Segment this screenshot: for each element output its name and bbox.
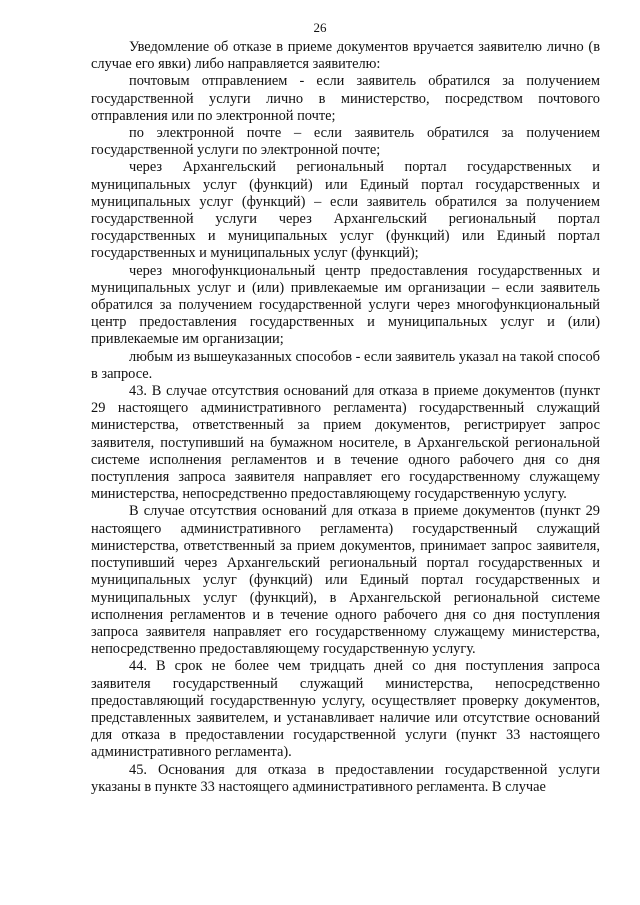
paragraph-item-44: 44. В срок не более чем тридцать дней со дня поступления запроса заявителя государственный служащий министерства, непосредственно предоставляющий государственную услугу, осуществляет проверку документов, представленных заявителем, и устанавливает наличие или отсутствие оснований для отказа в предоставлении государственной услуги (пункт 33 настоящего административного регламента).: [91, 658, 600, 761]
paragraph-mfc-delivery: через многофункциональный центр предоставления государственных и муниципальных услуг и (или) привлекаемые им организации – если заявитель обратился за получением государственной услуги через многофункциональный центр предоставления государственных и муниципальных услуг и (или) привлекаемые им организации;: [91, 262, 600, 348]
paragraph-item-43: 43. В случае отсутствия оснований для отказа в приеме документов (пункт 29 настоящего административного регламента) государственный служащий министерства, ответственный за прием документов, регистрирует запрос заявителя, поступивший на бумажном носителе, в Архангельской региональной системе исполнения регламентов и в течение одного рабочего дня со дня поступления запроса заявителя направляет его государственному служащему министерства, непосредственно предоставляющему государственную услугу.: [91, 383, 600, 503]
paragraph-email-delivery: по электронной почте – если заявитель обратился за получением государственной услуги по электронной почте;: [91, 125, 600, 159]
paragraph-refusal-notice: Уведомление об отказе в приеме документов вручается заявителю лично (в случае его явки) либо направляется заявителю:: [91, 39, 600, 73]
paragraph-item-45: 45. Основания для отказа в предоставлении государственной услуги указаны в пункте 33 настоящего административного регламента. В случае: [91, 761, 600, 795]
page-number: 26: [313, 20, 327, 35]
paragraph-portal-delivery: через Архангельский региональный портал государственных и муниципальных услуг (функций) или Единый портал государственных и муниципальных услуг (функций) – если заявитель обратился за получением государственной услуги через Архангельский региональный портал государственных и муниципальных услуг (функций) или Единый портал государственных и муниципальных услуг (функций);: [91, 159, 600, 262]
paragraph-postal-delivery: почтовым отправлением - если заявитель обратился за получением государственной услуги лично в министерство, посредством почтового отправления или по электронной почте;: [91, 73, 600, 124]
paragraph-any-method: любым из вышеуказанных способов - если заявитель указал на такой способ в запросе.: [91, 348, 600, 382]
document-body: [91, 39, 600, 796]
paragraph-item-43-portal: В случае отсутствия оснований для отказа в приеме документов (пункт 29 настоящего административного регламента) государственный служащий министерства, ответственный за прием документов, принимает запрос заявителя, поступивший через Архангельский региональный портал государственных и муниципальных услуг (функций) или Единый портал государственных и муниципальных услуг (функций), в Архангельской региональной системе исполнения регламентов и в течение одного рабочего дня со дня поступления запроса заявителя направляет его государственному служащему министерства, непосредственно предоставляющему государственную услугу.: [91, 503, 600, 658]
